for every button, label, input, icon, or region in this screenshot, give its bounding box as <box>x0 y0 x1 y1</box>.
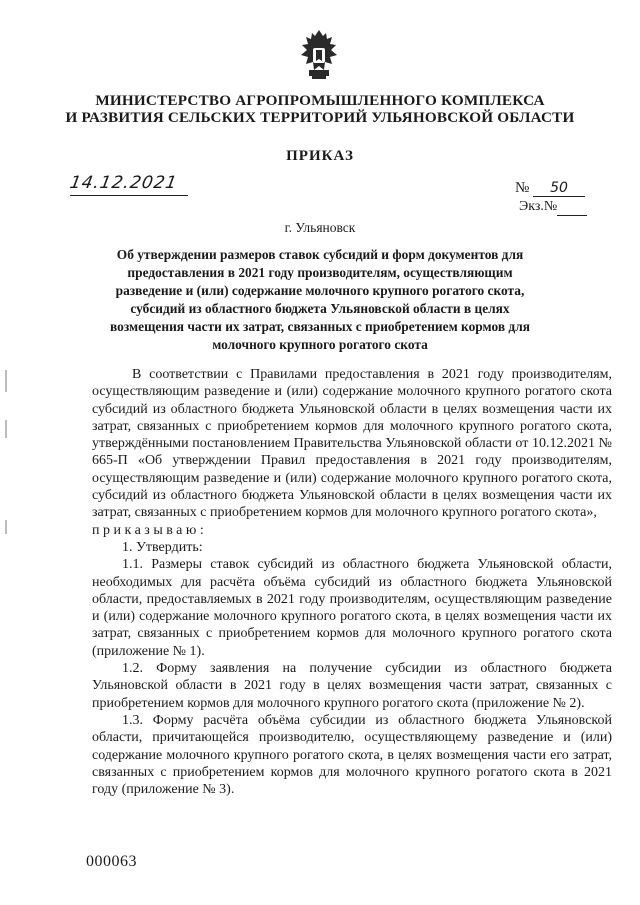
scan-edge-mark <box>5 370 7 392</box>
order-title: ПРИКАЗ <box>286 148 354 164</box>
order-word: приказываю: <box>92 522 208 538</box>
handwritten-date: 14.12.2021 <box>68 173 180 193</box>
handwritten-number: 50 <box>533 180 585 197</box>
number-label: № <box>515 180 530 196</box>
copy-number-blank <box>557 199 587 216</box>
copy-number <box>519 199 587 216</box>
coat-of-arms-icon <box>294 28 344 80</box>
city: г. Ульяновск <box>284 220 356 235</box>
ministry-name <box>60 92 580 126</box>
scan-edge-mark <box>5 520 7 534</box>
item-1-1: 1.1. Размеры ставок субсидий из областного бюджета Ульяновской области, необходимых для расчёта объёма субсидий из областного бюджета Ульяновской области, предоставляемых в 2021 году производителям, осуществляющим разведение и (или) содержание молочного крупного рогатого скота, в целях возмещения части их затрат, связанных с приобретением кормов для молочного крупного рогатого скота (приложение № 1). <box>92 557 612 659</box>
ministry-line-2: И РАЗВИТИЯ СЕЛЬСКИХ ТЕРРИТОРИЙ УЛЬЯНОВСКОЙ ОБЛАСТИ <box>65 109 575 126</box>
scan-edge-mark <box>5 420 7 438</box>
item-1-2: 1.2. Форму заявления на получение субсидии из областного бюджета Ульяновской области в 2021 году в целях возмещения части затрат, связанных с приобретением кормов для молочного крупного рогатого скота (приложение № 2). <box>92 661 612 711</box>
date-underline <box>70 195 188 196</box>
document-body <box>92 366 612 798</box>
copy-label: Экз.№ <box>519 199 558 214</box>
item-1-3: 1.3. Форму расчёта объёма субсидии из областного бюджета Ульяновской области, причитающейся производителю, осуществляющему разведение и (или) содержание молочного крупного рогатого скота, в целях возмещения части его затрат, связанных с приобретением кормов для молочного крупного рогатого скота в 2021 году (приложение № 3). <box>92 712 612 798</box>
page-code: 000063 <box>86 853 137 870</box>
ministry-line-1: МИНИСТЕРСТВО АГРОПРОМЫШЛЕННОГО КОМПЛЕКСА <box>95 92 545 109</box>
preamble: В соответствии с Правилами предоставления в 2021 году производителям, осуществляющим разведение и (или) содержание молочного крупного рогатого скота субсидий из областного бюджета Ульяновской области в целях возмещения части их затрат, связанных с приобретением кормов для молочного крупного рогатого скота, утверждёнными постановлением Правительства Ульяновской области от 10.12.2021 № 665-П «Об утверждении Правил предоставления в 2021 году производителям, осуществляющим разведение и (или) содержание молочного крупного рогатого скота, субсидий из областного бюджета Ульяновской области в целях возмещения части их затрат, связанных с приобретением кормов для молочного крупного рогатого скота», <box>92 367 612 521</box>
document-heading: Об утверждении размеров ставок субсидий и форм документов для предоставления в 2021 году производителям, осуществляющим разведение и (или) содержание молочного крупного рогатого скота, субсидий из областного бюджета Ульяновской области в целях возмещения части их затрат, связанных с приобретением кормов для молочного крупного рогатого скота <box>110 247 530 352</box>
item-1: 1. Утвердить: <box>122 539 203 555</box>
order-number <box>515 180 585 197</box>
